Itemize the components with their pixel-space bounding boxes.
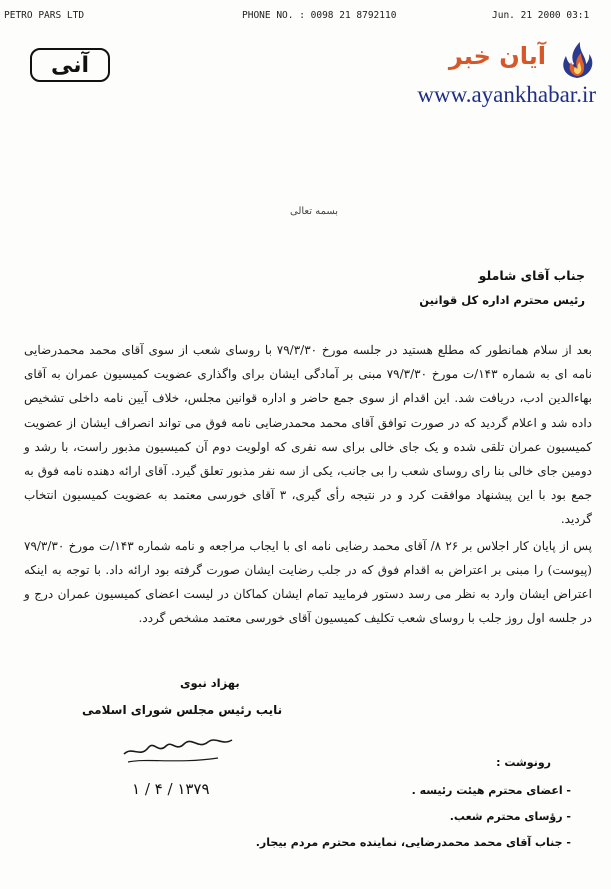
body-paragraph: بعد از سلام همانطور که مطلع هستید در جلسه مورخ ۷۹/۳/۳۰ با روسای شعب از سوی آقای محمد محمدرضایی نامه ای به شماره ۱۴۳/ت مورخ ۷۹/۳/۳۰ مبنی بر آمادگی ایشان برای واگذاری عضویت کمیسیون عمران به آقای بهاءالدین ادب، دریافت شد. این اقدام از سوی جمع حاضر و اداره قوانین مجلس، خلاف آیین نامه داخلی تشخیص داده شد و اعلام گردید که در صورت توافق آقای محمد محمدرضایی نامه فوق می تواند انصراف ایشان از عضویت کمیسیون عمران تلقی شده و یک جای خالی برای سه نفری که اولویت دوم آن کمیسیون مذبور راست، با رشد و دومین جای خالی بنا رای روسای شعب را بی جانب، یکی از سه نفر مذبور تعلق گیرد. آقای ارائه دهنده نامه فوق به جمع بود با این پیشنهاد موافقت کرد و در نتیجه رأی گیری، ۳ آقای خورسی معتمد به عضویت کمیسیون انتخاب گردید.	[24, 343, 592, 527]
body-paragraph: پس از پایان کار اجلاس بر ۲۶ ۸/ آقای محمد رضایی نامه ای با ایجاب مراجعه و نامه شماره ۱۴۳/ت مورخ ۷۹/۳/۳۰ (پیوست) را مبنی بر اعتراض به اقدام فوق که در جلب رضایت ایشان صورت گرفته بود ارائه داد. با توجه به اینکه اعتراض ایشان وارد به نظر می رسد دستور فرمایید تمام ایشان کماکان در لیست اعضای کمیسیون عمران درج و در جلسه اول روز جلب با روسای شعب تکلیف کمیسیون آقای خورسی معتمد مشخص گردد.	[24, 538, 592, 626]
signatory-title: نایب رئیس مجلس شورای اسلامی	[82, 703, 283, 717]
addressee-name: جناب آقای شاملو	[478, 268, 585, 283]
cc-item: - رؤسای محترم شعب.	[449, 810, 571, 823]
letter-body	[24, 338, 592, 630]
flame-icon	[550, 40, 604, 80]
letter-heading: بسمه تعالی	[290, 206, 339, 217]
logo-url: www.ayankhabar.ir	[417, 82, 596, 107]
cc-item: - اعضای محترم هیئت رئیسه .	[411, 784, 571, 797]
addressee-title: رئیس محترم اداره کل قوانین	[419, 293, 585, 307]
handwritten-signature	[118, 724, 238, 768]
signatory-name: بهزاد نبوی	[180, 676, 240, 690]
cc-list	[151, 778, 571, 856]
cc-label: رونوشت :	[496, 756, 551, 769]
logo-name: آیان خبر	[448, 42, 546, 70]
stamp-text: آنی	[50, 52, 90, 78]
fax-phone: PHONE NO. : 0098 21 8792110	[242, 10, 397, 21]
fax-header	[0, 6, 611, 24]
cc-item: - جناب آقای محمد محمدرضایی، نماینده محترم مردم بیجار.	[255, 836, 571, 849]
news-logo	[372, 40, 608, 112]
signature-date: ۱۳۷۹ / ۴ / ۱	[132, 780, 210, 798]
fax-date: Jun. 21 2000 03:1	[492, 10, 590, 21]
fax-company: PETRO PARS LTD	[4, 10, 85, 21]
urgent-stamp	[30, 48, 110, 82]
